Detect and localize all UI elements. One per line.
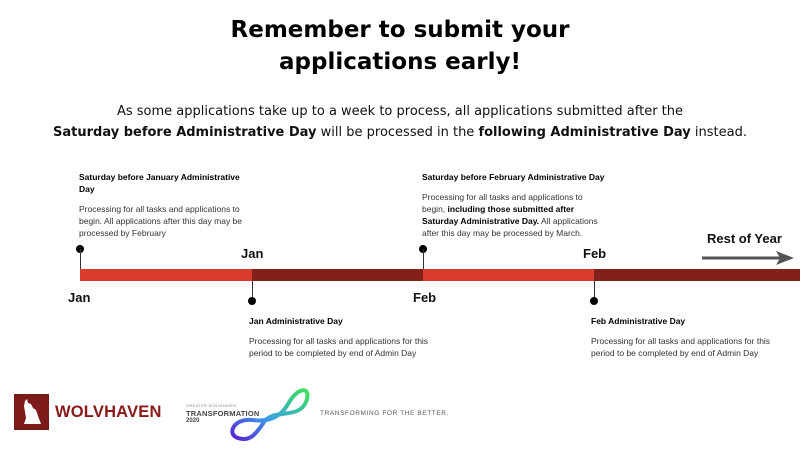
transformation-year: 2020 bbox=[186, 418, 200, 424]
wolf-icon bbox=[14, 394, 49, 430]
infinity-loop-icon bbox=[228, 378, 318, 446]
note-body-start: Processing for all tasks and applications to begin, bbox=[422, 192, 583, 214]
transformation-2020-logo bbox=[186, 378, 326, 448]
note-title: Saturday before February Administrative Day bbox=[422, 172, 605, 182]
pin-dot-jan-admin bbox=[248, 297, 256, 305]
note-saturday-feb bbox=[422, 171, 608, 239]
timeline-segment-jan-pre bbox=[80, 269, 252, 281]
label-feb-bottom: Feb bbox=[413, 290, 437, 305]
note-jan-admin bbox=[249, 315, 439, 359]
wolvhaven-logo bbox=[14, 394, 162, 430]
transformation-small-text: GREATER WOLVHAVEN bbox=[186, 403, 237, 408]
note-feb-admin bbox=[591, 315, 781, 359]
note-body: Processing for all tasks and applications for this period to be completed by end of Admin Day bbox=[249, 336, 429, 358]
label-jan-top: Jan bbox=[241, 246, 264, 261]
note-body-end: All applications after this day may be processed by March. bbox=[422, 216, 598, 238]
transformation-big-text: TRANSFORMATION bbox=[186, 409, 260, 418]
timeline-segment-jan-post bbox=[252, 269, 423, 281]
subtitle-bold-following: following Administrative Day bbox=[478, 125, 691, 140]
note-body: Processing for all tasks and applications for this period to be completed by end of Admin Day bbox=[591, 336, 771, 358]
subtitle-bold-saturday: Saturday before Administrative Day bbox=[53, 125, 317, 140]
subtitle-line-1: As some applications take up to a week to process, all applications submitted after the bbox=[116, 104, 684, 119]
title-line-1: Remember to submit your bbox=[230, 17, 570, 43]
note-body bbox=[422, 191, 608, 239]
label-feb-top: Feb bbox=[583, 246, 607, 261]
wolvhaven-wordmark: WOLVHAVEN bbox=[55, 402, 162, 421]
arrow-right-icon bbox=[702, 251, 794, 265]
tagline: TRANSFORMING FOR THE BETTER. bbox=[320, 410, 449, 417]
subtitle-text: will be processed in the bbox=[316, 125, 479, 140]
pin-dot-feb-admin bbox=[590, 297, 598, 305]
pin-line-saturday-jan bbox=[80, 249, 81, 269]
pin-line-saturday-feb bbox=[423, 249, 424, 269]
note-title: Jan Administrative Day bbox=[249, 316, 343, 326]
timeline-segment-feb-pre bbox=[423, 269, 594, 281]
label-jan-bottom: Jan bbox=[68, 290, 91, 305]
note-body: Processing for all tasks and applications to begin. All applications after this day may be processed by February bbox=[79, 204, 243, 238]
note-title: Saturday before January Administrative Day bbox=[79, 172, 240, 194]
subtitle-line-2 bbox=[0, 122, 800, 143]
note-saturday-jan bbox=[79, 171, 249, 239]
note-body-bold: including those submitted after Saturday Administrative Day. bbox=[422, 204, 575, 226]
timeline-segment-feb-post bbox=[594, 269, 800, 281]
page-title bbox=[0, 14, 800, 78]
note-title: Feb Administrative Day bbox=[591, 316, 686, 326]
title-line-2: applications early! bbox=[279, 49, 521, 75]
subtitle bbox=[0, 101, 800, 143]
rest-of-year-label: Rest of Year bbox=[707, 231, 782, 246]
subtitle-text-end: instead. bbox=[690, 125, 747, 140]
